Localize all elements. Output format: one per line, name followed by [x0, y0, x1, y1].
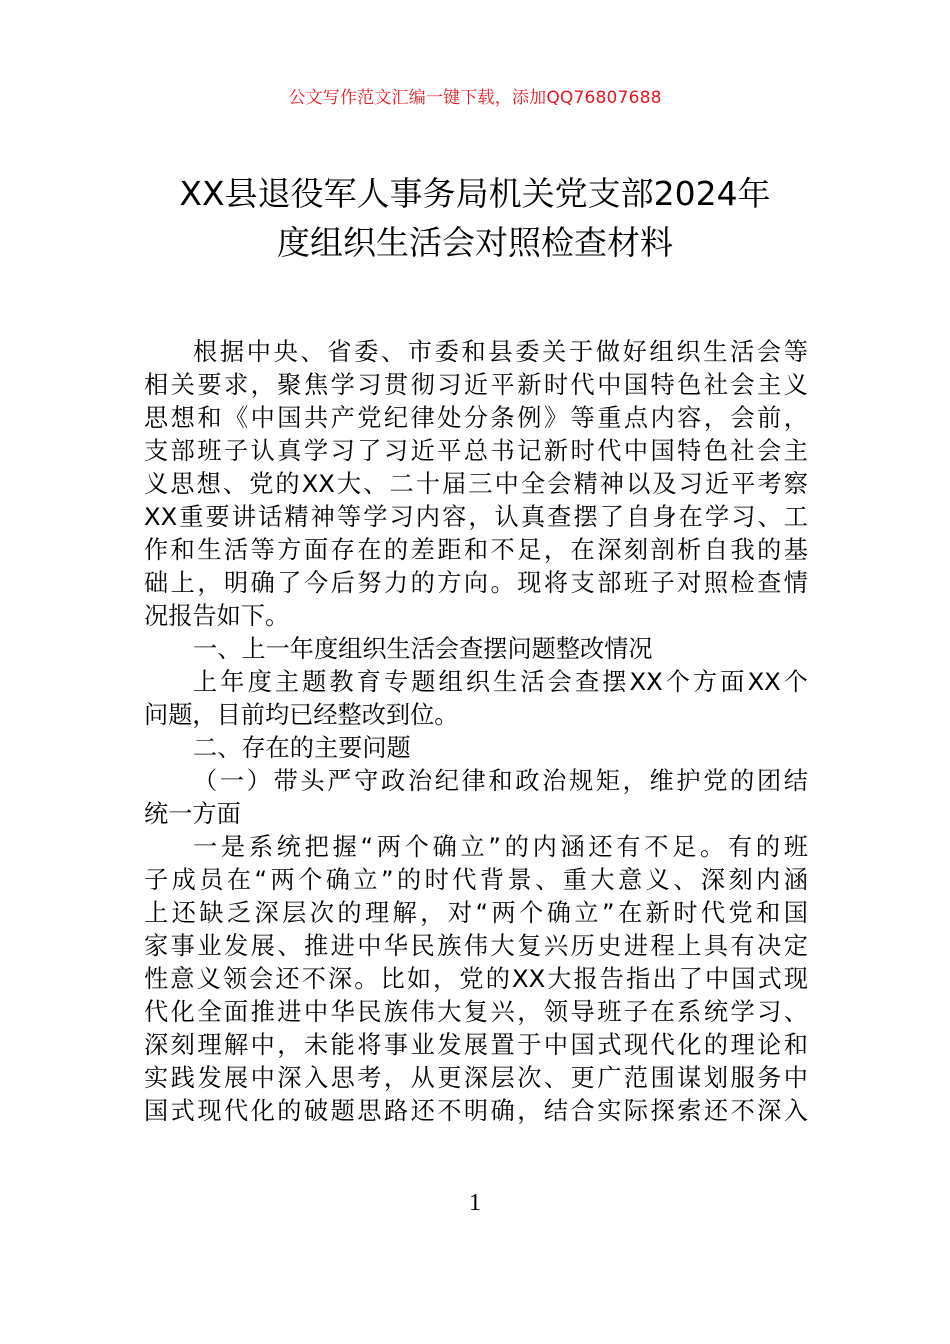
section-heading-2	[144, 732, 808, 765]
text-line: 思想和《中国共产党纪律处分条例》等重点内容，会前，	[144, 404, 808, 432]
text-line: 上年度主题教育专题组织生活会查摆XX个方面XX个	[193, 668, 808, 696]
paragraph-intro	[144, 336, 808, 633]
document-title-line-1: XX县退役军人事务局机关党支部2024年	[179, 174, 771, 213]
text-line: 础上，明确了今后努力的方向。现将支部班子对照检查情	[144, 569, 808, 597]
text-line: 性意义领会还不深。比如，党的XX大报告指出了中国式现	[144, 965, 808, 993]
paragraph-issue-1	[144, 831, 808, 1128]
text-line: 代化全面推进中华民族伟大复兴，领导班子在系统学习、	[144, 998, 808, 1026]
text-line: 深刻理解中，未能将事业发展置于中国式现代化的理论和	[144, 1031, 808, 1059]
section-heading-1	[144, 633, 808, 666]
heading-line: 统一方面	[144, 800, 241, 828]
text-line: 作和生活等方面存在的差距和不足，在深刻剖析自我的基	[144, 536, 808, 564]
text-line: 实践发展中深入思考，从更深层次、更广范围谋划服务中	[144, 1064, 808, 1092]
text-line: 况报告如下。	[144, 602, 290, 630]
text-line: 子成员在“两个确立”的时代背景、重大意义、深刻内涵	[144, 866, 808, 894]
heading-line: 一、上一年度组织生活会查摆问题整改情况	[193, 635, 653, 663]
text-line: 根据中央、省委、市委和县委关于做好组织生活会等	[193, 338, 808, 366]
watermark-banner: 公文写作范文汇编一键下载，添加QQ76807688	[288, 88, 662, 108]
text-line: 相关要求，聚焦学习贯彻习近平新时代中国特色社会主义	[144, 371, 808, 399]
subsection-heading-1	[144, 765, 808, 831]
page-number: 1	[469, 1190, 481, 1216]
text-line: 家事业发展、推进中华民族伟大复兴历史进程上具有决定	[144, 932, 808, 960]
document-title-line-2: 度组织生活会对照检查材料	[277, 223, 673, 262]
text-line: 国式现代化的破题思路还不明确，结合实际探索还不深入	[144, 1097, 808, 1125]
paragraph-rectification	[144, 666, 808, 732]
heading-line: 二、存在的主要问题	[193, 734, 411, 762]
text-line: 支部班子认真学习了习近平总书记新时代中国特色社会主	[144, 437, 808, 465]
text-line: 义思想、党的XX大、二十届三中全会精神以及习近平考察	[144, 470, 808, 498]
text-line: 上还缺乏深层次的理解，对“两个确立”在新时代党和国	[144, 899, 808, 927]
heading-line: （一）带头严守政治纪律和政治规矩，维护党的团结	[193, 767, 808, 795]
document-body	[144, 336, 808, 1128]
text-line: 一是系统把握“两个确立”的内涵还有不足。有的班	[193, 833, 808, 861]
text-line: 问题，目前均已经整改到位。	[144, 701, 459, 729]
text-line: XX重要讲话精神等学习内容，认真查摆了自身在学习、工	[144, 503, 808, 531]
